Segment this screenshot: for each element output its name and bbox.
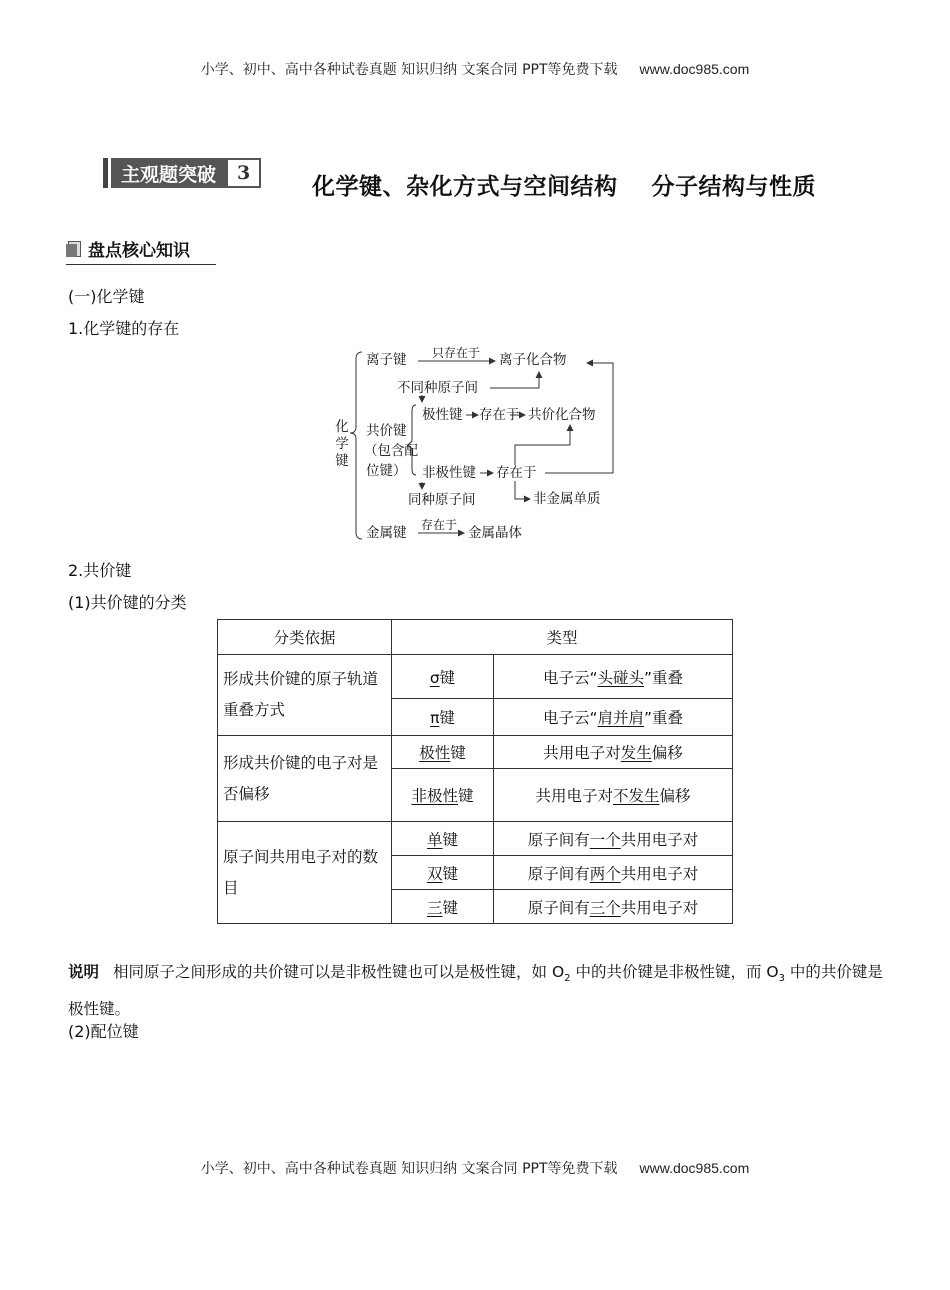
item2-heading: 2.共价键: [68, 561, 132, 580]
type-cell: 三键: [392, 890, 494, 924]
basis-cell: 形成共价键的电子对是否偏移: [218, 736, 392, 822]
note-label: 说明: [68, 963, 100, 981]
desc-cell: 电子云“头碰头”重叠: [494, 655, 733, 699]
item1-heading: 1.化学键的存在: [68, 319, 180, 338]
type-cell: π键: [392, 699, 494, 736]
section-heading-text: 盘点核心知识: [88, 241, 190, 261]
header-type: 类型: [392, 620, 733, 655]
bottom-banner: [0, 1158, 950, 1178]
note-sub-1: 2: [564, 973, 571, 985]
desc-cell: 共用电子对不发生偏移: [494, 769, 733, 822]
tag-bar: [103, 158, 108, 188]
table-row: [218, 655, 733, 699]
desc-cell: 原子间有一个共用电子对: [494, 822, 733, 856]
section-heading: [66, 236, 216, 265]
desc-cell: 原子间有两个共用电子对: [494, 856, 733, 890]
table-row: [218, 736, 733, 769]
tag-number: 3: [226, 158, 261, 188]
diagram-covalent-note-1: （包含配: [364, 443, 418, 459]
top-banner: [0, 59, 950, 79]
note-paragraph: [68, 957, 888, 1025]
header-basis: 分类依据: [218, 620, 392, 655]
diagram-root: 化学键: [335, 419, 349, 469]
diagram-exists-in: 存在于: [479, 407, 520, 423]
diagram-nonpolar: 非极性键: [422, 465, 476, 481]
desc-cell: 共用电子对发生偏移: [494, 736, 733, 769]
diagram-ionic: 离子键: [366, 352, 407, 368]
note-text-2: 中的共价键是非极性键，而 O: [570, 963, 779, 981]
note-sub-2: 3: [778, 973, 785, 985]
type-cell: 非极性键: [392, 769, 494, 822]
diagram-nonmetal-element: 非金属单质: [533, 491, 601, 507]
diagram-covalent: 共价键: [366, 423, 407, 439]
diagram-metallic: 金属键: [366, 525, 407, 541]
banner-text: 小学、初中、高中各种试卷真题 知识归纳 文案合同 PPT等免费下载: [200, 62, 618, 78]
desc-cell: 电子云“肩并肩”重叠: [494, 699, 733, 736]
covalent-classification-table: [217, 619, 733, 924]
type-cell: 单键: [392, 822, 494, 856]
diagram-same-atoms: 同种原子间: [408, 492, 476, 508]
note-text-1: 相同原子之间形成的共价键可以是非极性键也可以是极性键，如 O: [113, 963, 565, 981]
diagram-covalent-compound: 共价化合物: [528, 407, 596, 423]
type-cell: σ键: [392, 655, 494, 699]
type-cell: 极性键: [392, 736, 494, 769]
desc-cell: 原子间有三个共用电子对: [494, 890, 733, 924]
tag-label: 主观题突破: [111, 158, 226, 188]
topic-tag: [103, 158, 261, 188]
diagram-exists-in-3: 存在于: [421, 518, 458, 532]
diagram-polar: 极性键: [422, 407, 463, 423]
diagram-covalent-note-2: 位键）: [366, 463, 407, 479]
table-header-row: [218, 620, 733, 655]
part1-heading: (一)化学键: [68, 287, 145, 306]
sub2-heading: (2)配位键: [68, 1022, 139, 1041]
basis-cell: 原子间共用电子对的数目: [218, 822, 392, 924]
type-cell: 双键: [392, 856, 494, 890]
bond-existence-diagram: [330, 347, 620, 547]
document-icon: [66, 241, 80, 257]
diagram-ionic-compound: 离子化合物: [499, 352, 567, 368]
diagram-only-in: 只存在于: [432, 346, 481, 360]
diagram-diff-atoms: 不同种原子间: [397, 380, 478, 396]
sub1-heading: (1)共价键的分类: [68, 593, 187, 612]
diagram-metal-crystal: 金属晶体: [468, 525, 522, 541]
banner-url[interactable]: www.doc985.com: [639, 1160, 750, 1176]
banner-url[interactable]: www.doc985.com: [639, 61, 750, 77]
banner-text: 小学、初中、高中各种试卷真题 知识归纳 文案合同 PPT等免费下载: [200, 1161, 618, 1177]
note-text-3: 中的共价键是极性键。: [68, 963, 883, 1019]
basis-cell: 形成共价键的原子轨道重叠方式: [218, 655, 392, 736]
diagram-exists-in-2: 存在于: [496, 465, 537, 481]
table-row: [218, 822, 733, 856]
page-title: 化学键、杂化方式与空间结构 分子结构与性质: [312, 174, 817, 200]
